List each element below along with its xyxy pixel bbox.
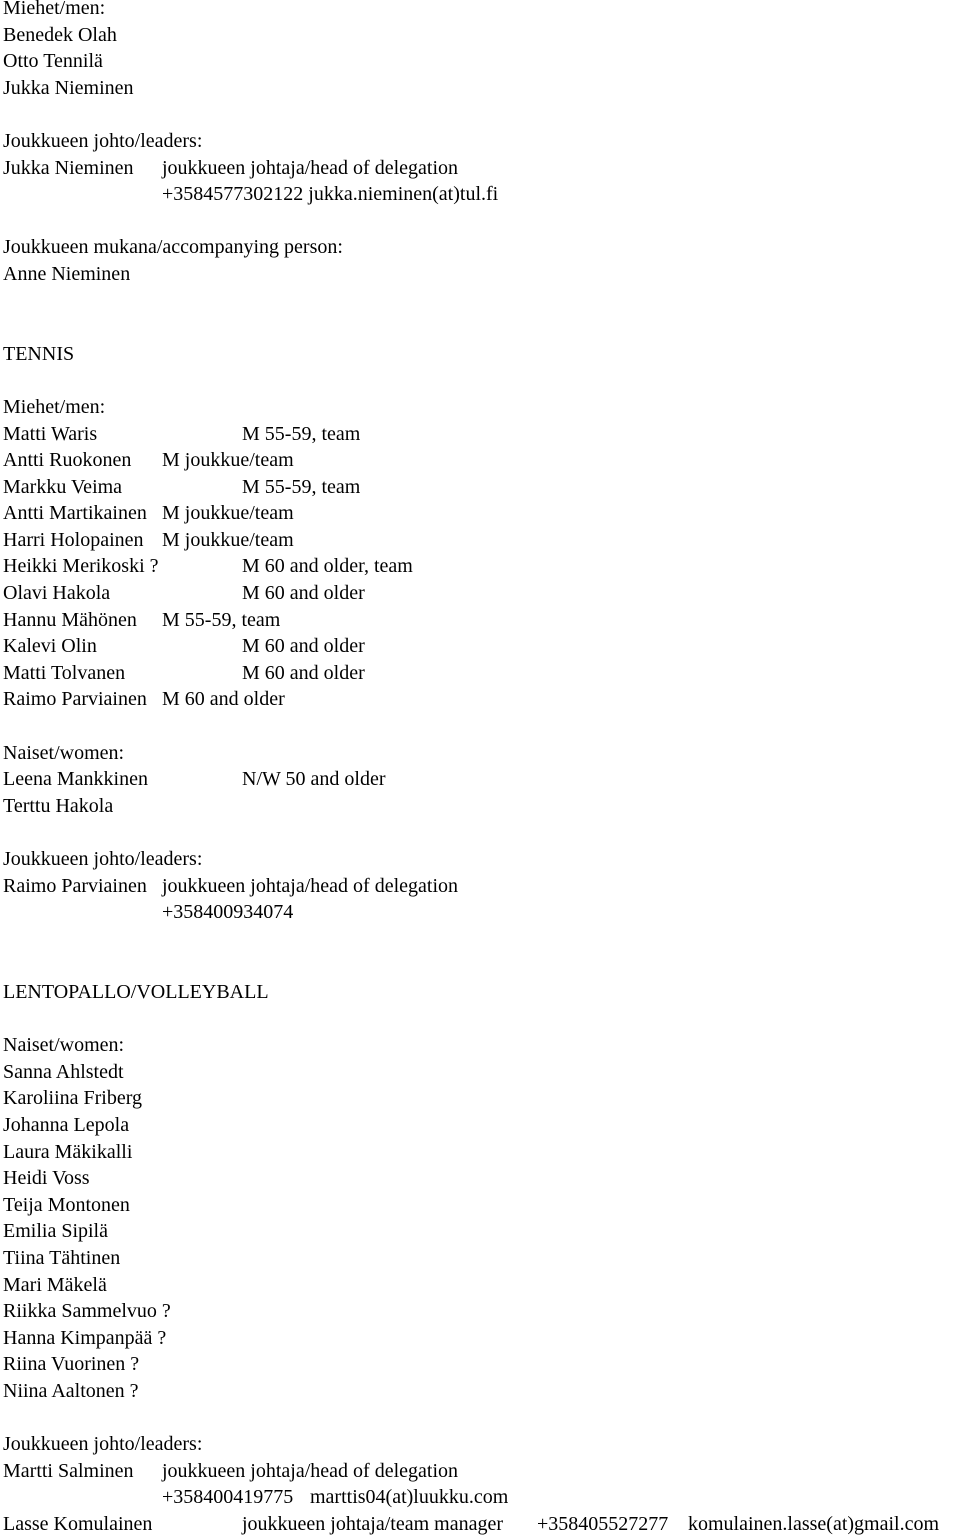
table-row [3,766,958,793]
leader-row [3,1458,958,1485]
list-item [3,1218,958,1245]
section-heading: Joukkueen johto/leaders: [3,848,203,870]
list-item [3,1378,958,1405]
leader-phone: +358400934074 [162,901,294,924]
leader-contact-row [3,1484,958,1511]
player-name: Riina Vuorinen ? [3,1353,140,1376]
leader-contact-row [3,899,958,926]
player-name: Sanna Ahlstedt [3,1060,124,1083]
player-class: M joukkue/team [162,528,294,551]
leader-email: marttis04(at)luukku.com [310,1486,509,1509]
section-heading: Joukkueen mukana/accompanying person: [3,236,343,259]
leader-contact: +3584577302122 jukka.nieminen(at)tul.fi [162,183,499,206]
player-name: Matti Waris [3,422,98,445]
player-class: M 60 and older [242,582,365,605]
women-heading-row [3,1032,958,1059]
leader-email: komulainen.lasse(at)gmail.com [688,1512,940,1535]
list-item [3,1059,958,1086]
list-item [3,1351,958,1378]
table-row [3,793,958,820]
list-item [3,75,958,102]
list-item [3,22,958,49]
section-heading: Joukkueen johto/leaders: [3,1433,203,1456]
player-name: Hannu Mähönen [3,608,137,631]
section-heading: Naiset/women: [3,741,125,764]
player-class: M 60 and older [242,661,365,684]
leader-row [3,873,958,900]
leader-row [3,155,958,182]
player-name: Kalevi Olin [3,635,97,658]
leaders-heading-row [3,128,958,155]
player-name: Olavi Hakola [3,582,111,605]
list-item [3,1325,958,1352]
player-name: Heikki Merikoski ? [3,555,159,578]
document-page [3,0,958,1537]
list-item [3,1192,958,1219]
section-heading: Joukkueen johto/leaders: [3,129,203,152]
list-item [3,261,958,288]
player-name: Harri Holopainen [3,528,144,551]
list-item [3,1245,958,1272]
player-name: Markku Veima [3,475,123,498]
table-row [3,660,958,687]
leader-name: Lasse Komulainen [3,1512,153,1535]
player-name: Antti Ruokonen [3,449,132,472]
table-row [3,421,958,448]
leader-phone: +358405527277 [537,1512,669,1535]
player-name: Terttu Hakola [3,794,114,817]
men-heading-row [3,0,958,22]
list-item [3,1272,958,1299]
tennis-title-row [3,341,958,368]
player-class: M 55-59, team [242,422,361,445]
leader-role: joukkueen johtaja/head of delegation [162,156,459,179]
list-item [3,1139,958,1166]
person-name: Benedek Olah [3,23,117,46]
player-name: Antti Martikainen [3,502,147,525]
men-heading-row [3,394,958,421]
list-item [3,1165,958,1192]
player-name: Karoliina Friberg [3,1087,143,1110]
player-name: Hanna Kimpanpää ? [3,1326,167,1349]
player-name: Heidi Voss [3,1167,90,1190]
player-class: N/W 50 and older [242,768,386,791]
leader-row [3,1511,958,1538]
leader-name: Raimo Parviainen [3,874,147,897]
list-item [3,1085,958,1112]
table-row [3,607,958,634]
table-row [3,633,958,660]
player-name: Emilia Sipilä [3,1220,108,1243]
person-name: Anne Nieminen [3,262,131,285]
sport-title: LENTOPALLO/VOLLEYBALL [3,980,269,1003]
table-row [3,500,958,527]
women-heading-row [3,740,958,767]
sport-title: TENNIS [3,342,75,365]
leader-name: Martti Salminen [3,1459,134,1482]
person-name: Jukka Nieminen [3,76,134,99]
table-row [3,474,958,501]
list-item [3,1112,958,1139]
list-item [3,48,958,75]
player-name: Laura Mäkikalli [3,1140,133,1163]
leader-phone: +358400419775 [162,1486,294,1509]
leader-role: joukkueen johtaja/team manager [242,1512,504,1535]
leader-contact-row [3,181,958,208]
leader-name: Jukka Nieminen [3,156,134,179]
table-row [3,580,958,607]
player-class: M 60 and older [242,635,365,658]
table-row [3,553,958,580]
player-name: Raimo Parviainen [3,688,147,711]
section-heading: Miehet/men: [3,0,106,19]
player-class: M 60 and older, team [242,555,413,578]
player-class: M 60 and older [162,688,285,711]
player-name: Mari Mäkelä [3,1273,107,1296]
player-name: Niina Aaltonen ? [3,1379,139,1402]
person-name: Otto Tennilä [3,50,103,73]
accompanying-heading-row [3,234,958,261]
table-row [3,686,958,713]
player-class: M joukkue/team [162,502,294,525]
player-class: M 55-59, team [242,475,361,498]
leader-role: joukkueen johtaja/head of delegation [162,1459,459,1482]
player-name: Johanna Lepola [3,1113,130,1136]
section-heading: Miehet/men: [3,395,106,418]
section-heading: Naiset/women: [3,1034,125,1057]
player-name: Matti Tolvanen [3,661,126,684]
player-class: M joukkue/team [162,449,294,472]
player-name: Leena Mankkinen [3,768,148,791]
player-name: Riikka Sammelvuo ? [3,1300,171,1323]
table-row [3,527,958,554]
player-class: M 55-59, team [162,608,281,631]
player-name: Tiina Tähtinen [3,1246,121,1269]
volleyball-title-row [3,979,958,1006]
table-row [3,447,958,474]
player-name: Teija Montonen [3,1193,130,1216]
leader-role: joukkueen johtaja/head of delegation [162,874,459,897]
list-item [3,1298,958,1325]
leaders-heading-row [3,846,958,873]
leaders-heading-row [3,1431,958,1458]
